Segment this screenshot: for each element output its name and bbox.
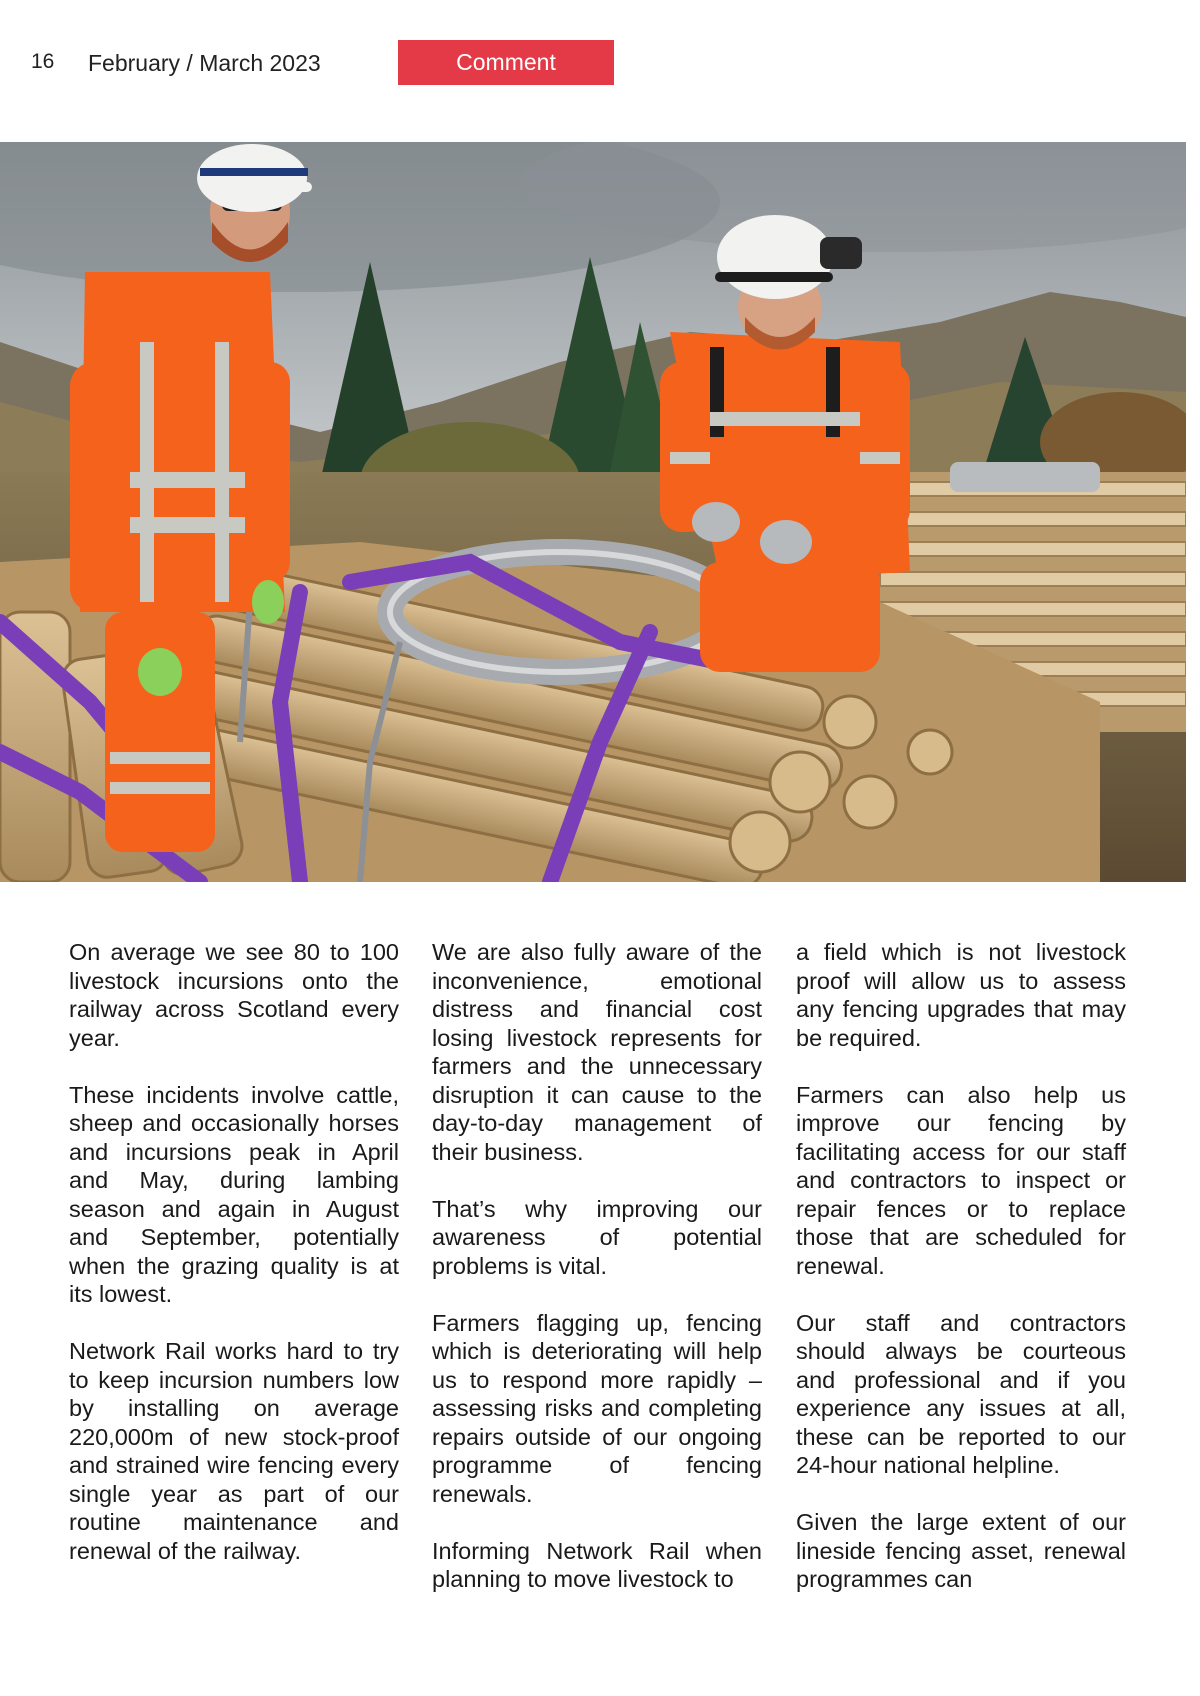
paragraph: a field which is not livestock proof will allow us to assess any fencing upgrades that may be required. <box>796 939 1126 1051</box>
paragraph: These incidents involve cattle, sheep and occasionally horses and incursions peak in April and May, during lambing season and again in August and September, potentially when the grazing quality is at its lowest. <box>69 1081 399 1307</box>
paragraph: That’s why improving our awareness of potential problems is vital. <box>432 1195 762 1279</box>
article-column-2 <box>432 938 762 1622</box>
section-tag: Comment <box>398 40 614 85</box>
page-header <box>0 40 1200 86</box>
wire-roll <box>950 462 1100 492</box>
paragraph: Our staff and contractors should always be courteous and professional and if you experience any issues at all, these can be reported to our 24-hour national helpline. <box>796 1309 1126 1478</box>
paragraph: Farmers can also help us improve our fencing by facilitating access for our staff and contractors to inspect or repair fences or to replace those that are scheduled for renewal. <box>796 1081 1126 1279</box>
paragraph: We are also fully aware of the inconvenience, emotional distress and financial cost losing livestock represents for farmers and the unnecessary disruption it can cause to the day-to-day management of their business. <box>432 939 762 1165</box>
page-number: 16 <box>31 50 55 73</box>
article-body <box>69 938 1127 1638</box>
paragraph: Farmers flagging up, fencing which is deteriorating will help us to respond more rapidly – assessing risks and completing repairs outside of our ongoing programme of fencing renewals. <box>432 1309 762 1507</box>
article-column-3 <box>796 938 1126 1622</box>
paragraph: On average we see 80 to 100 livestock incursions onto the railway across Scotland every year. <box>69 939 399 1051</box>
issue-date: February / March 2023 <box>88 50 321 76</box>
photo-illustration <box>0 142 1186 882</box>
article-column-1 <box>69 938 399 1594</box>
paragraph: Network Rail works hard to try to keep incursion numbers low by installing on average 220,000m of new stock-proof and strained wire fencing every single year as part of our routine maintenance and renewal of the railway. <box>69 1338 399 1564</box>
paragraph: Given the large extent of our lineside fencing asset, renewal programmes can <box>796 1509 1126 1592</box>
hero-photo <box>0 142 1186 882</box>
paragraph: Informing Network Rail when planning to move livestock to <box>432 1537 762 1592</box>
